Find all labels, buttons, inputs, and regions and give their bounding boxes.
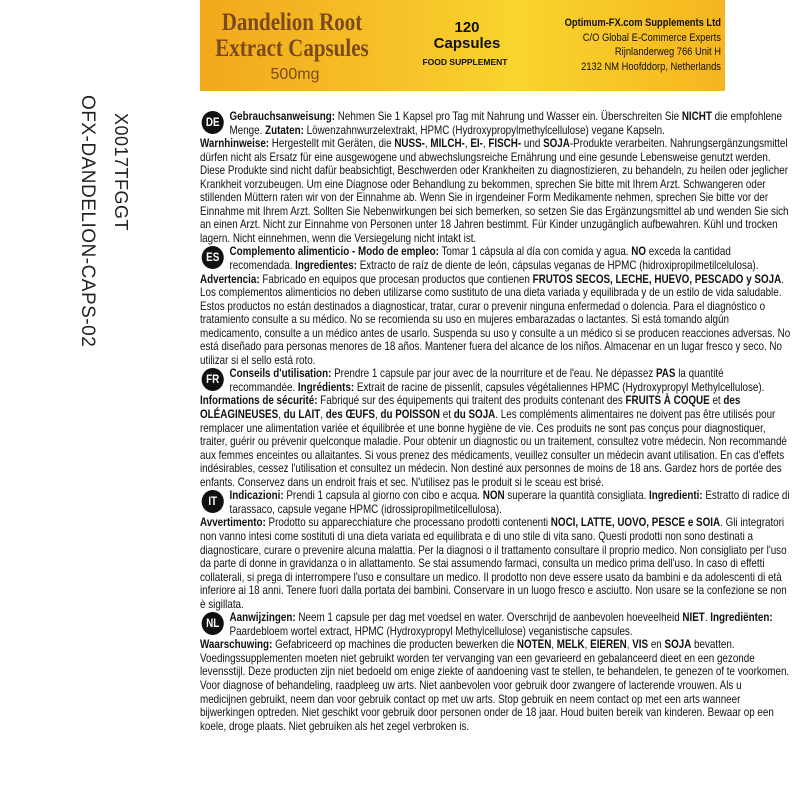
body-text: ,	[626, 637, 633, 652]
body-text: et	[440, 407, 454, 422]
address-line: C/O Global E-Commerce Experts	[582, 31, 721, 44]
bold-text: NICHT	[681, 109, 712, 123]
body-text: ,	[584, 637, 591, 652]
warning-paragraph	[200, 137, 790, 245]
body-text: ,	[374, 407, 381, 422]
directions-paragraph	[200, 367, 790, 394]
body-text: .	[704, 610, 711, 625]
language-section-it	[200, 489, 790, 611]
bold-text: Avvertimento:	[200, 515, 266, 530]
language-flag-icon: FR	[202, 368, 224, 391]
bold-text: Advertencia:	[200, 271, 260, 286]
company-info	[565, 16, 721, 74]
body-text: Prodotto su apparecchiature che processano prodotti contenenti	[265, 515, 551, 530]
bold-text: NOTEN	[516, 637, 552, 652]
body-text: ,	[551, 637, 557, 652]
product-title-line2: Extract Capsules	[215, 35, 369, 62]
bold-text: SOJA	[543, 136, 570, 151]
body-text: Estratto di radice di tarassaco, capsule vegane HPMC (idrossipropilmetilcellulosa).	[229, 488, 790, 516]
bold-text: MILCH-	[430, 136, 465, 151]
bold-text: Waarschuwing:	[200, 637, 273, 652]
bold-text: FRUITS À COQUE	[625, 393, 710, 408]
bold-text: Zutaten:	[265, 122, 304, 137]
language-section-es	[200, 245, 790, 367]
bold-text: Ingredientes:	[295, 258, 357, 273]
body-text: ,	[464, 136, 471, 151]
body-text: Hergestellt mit Geräten, die	[269, 136, 395, 151]
directions-paragraph	[200, 611, 790, 638]
food-supplement-label: FOOD SUPPLEMENT	[422, 57, 508, 67]
body-text: Tomar 1 cápsula al día con comida y agua.	[438, 244, 632, 259]
bold-text: NOCI, LATTE, UOVO, PESCE e SOIA	[550, 515, 721, 530]
bold-text: des OLÉAGINEUSES	[200, 393, 741, 422]
body-text: Nehmen Sie 1 Kapsel pro Tag mit Nahrung und Wasser ein. Überschreiten Sie	[335, 109, 682, 123]
capsule-count-unit: Capsules	[433, 35, 501, 52]
body-text: en	[648, 637, 665, 652]
body-text: . Gli integratori non vanno intesi come sostituti di una dieta variata ed equilibrata e di uno stile di vita sano. Questi prodotti non sono destinati a diagnosticare, curare o prevenire alcuna malattia. Per la diagnosi o il trattamento consultare il proprio medico. Non consigliato per l'uso da parte di donne in gravidanza o in allattamento. Se stai assumendo farmaci, consulta un medico prima dell'uso. In caso di effetti collaterali, si prega di interrompere l'uso e consultare un medico. Il prodotto non deve essere usato da bambini e da adolescenti di età inferiore ai 18 anni. Tenere fuori dalla portata dei bambini. Conservare in un luogo fresco e asciutto. Non usare se la confezione se non è sigillata.	[200, 515, 787, 611]
body-text: ,	[482, 136, 489, 151]
bold-text: du POISSON	[380, 407, 441, 422]
bold-text: Ingredienti:	[649, 488, 703, 503]
body-text: -Produkte verarbeiten. Nahrungsergänzungsmittel dürfen nicht als Ersatz für eine ausgewogene und abwechslungsreiche Ernährung und eine gesunde Lebensweise genutzt werden. Diese Produkte sind nicht dafür beabsichtigt, Beschwerden oder Krankheiten zu diagnostizieren, zu behandeln, zu heilen oder jeglicher Krankheit vorzubeugen. Um eine Diagnose oder Behandlung zu bekommen, sprechen Sie bitte mit Ihrem Arzt. Schwangeren oder stillenden Müttern raten wir von der Einnahme ab. Wenn Sie in irgendeiner Form Medikamente nehmen, sprechen Sie bitte vor der Einnahme mit Ihrem Arzt. Sollten Sie Nebenwirkungen bei sich bemerken, so setzen Sie das Ergänzungsmittel ab und wenden Sie sich an einen Arzt. Nicht zur Einnahme von Personen unter 18 Jahren bestimmt. Für Kinder unzugänglich aufbewahren. Kühl und trocken lagern. Nicht einnehmen, wenn die Versiegelung nicht intakt ist.	[200, 136, 789, 245]
language-flag-icon: IT	[202, 490, 224, 513]
bold-text: Ingrédients:	[297, 379, 355, 394]
bold-text: NO	[631, 244, 647, 259]
bold-text: Gebrauchsanweisung:	[229, 109, 336, 123]
bold-text: EIEREN	[590, 637, 627, 652]
body-text: la quantité recommandée.	[229, 366, 724, 394]
bold-text: VIS	[632, 637, 649, 652]
body-text: Neem 1 capsule per dag met voedsel en water. Overschrijd de aanbevolen hoeveelheid	[295, 610, 683, 625]
product-banner	[200, 0, 725, 91]
sku-label: OFX-DANDELION-CAPS-02	[77, 95, 98, 348]
bold-text: du LAIT	[283, 407, 321, 422]
fnsku-label: X0017TFGGT	[111, 113, 131, 232]
language-section-fr	[200, 367, 790, 489]
warning-paragraph	[200, 516, 790, 611]
bold-text: PAS	[655, 366, 676, 381]
body-text: ,	[320, 407, 326, 422]
warning-paragraph	[200, 638, 790, 733]
bold-text: Conseils d'utilisation:	[229, 366, 332, 381]
bold-text: des ŒUFS	[325, 407, 375, 422]
body-text: . Les compléments alimentaires ne doivent pas être utilisés pour remplacer une alimentation variée et équilibrée et une bonne hygiène de vie. Ces produits ne sont pas conçus pour diagnostiquer, traiter, guérir ou prévenir quelconque maladie. Pour obtenir un diagnostic ou un traitement, consultez votre médecin. Non recommandé aux femmes enceintes ou allaitantes. Si vous prenez des médicaments, veuillez consulter un médecin avant utilisation. En cas d'effets indésirables, cessez l'utilisation et consultez un médecin. Non destiné aux personnes de moins de 18 ans. Gardez hors de portée des enfants. Conservez dans un endroit frais et sec. N'utilisez pas le produit si le sceau est brisé.	[200, 407, 787, 489]
body-text: Paardebloem wortel extract, HPMC (Hydroxypropyl Methylcellulose) veganistische capsules.	[229, 623, 633, 638]
language-flag-icon: ES	[202, 246, 224, 269]
body-text: ,	[424, 136, 431, 151]
body-text: Fabriqué sur des équipements qui traitent des produits contenant des	[317, 393, 626, 408]
bold-text: NUSS-	[394, 136, 425, 151]
body-text: Extrait de racine de pissenlit, capsules végétaliennes HPMC (Hydroxypropyl Methylcellulose).	[354, 379, 765, 394]
bold-text: FISCH-	[488, 136, 522, 151]
bold-text: Indicazioni:	[229, 488, 284, 503]
body-text: et	[709, 393, 724, 408]
product-title-line1: Dandelion Root	[221, 9, 363, 36]
body-text: exceda la cantidad recomendada.	[229, 244, 731, 273]
product-title	[208, 10, 376, 62]
bold-text: Warnhinweise:	[200, 136, 270, 151]
bold-text: NIET	[682, 610, 705, 625]
body-text: Prendi 1 capsula al giorno con cibo e acqua.	[283, 488, 483, 503]
body-text: Extracto de raíz de diente de león, cápsulas veganas de HPMC (hidroxipropilmetilcelulosa).	[356, 258, 759, 273]
body-text: und	[521, 136, 544, 151]
capsule-count	[422, 20, 512, 52]
address-line: Rijnlanderweg 766 Unit H	[614, 46, 721, 58]
product-dose: 500mg	[270, 66, 320, 83]
language-section-de	[200, 110, 790, 245]
body-text: bevatten. Voedingssupplementen moeten niet gebruikt worden ter vervanging van een gevarieerd en gebalanceerd dieet en een gezonde levensstijl. Deze producten zijn niet bedoeld om enige ziekte of aandoening vast te stellen, te behandelen, te genezen of te voorkomen. Voor diagnose of behandeling, raadpleeg uw arts. Niet aanbevolen voor gebruik door zwangere of lacterende vrouwen. Als u medicijnen gebruikt, neem dan voor gebruik contact op met uw arts. Stop gebruik en neem contact op met een arts wanneer bijwerkingen optreden. Niet geschikt voor gebruik door personen onder de 18 jaar. Houd buiten bereik van kinderen. Bewaar op een koele, droge plaats. Niet gebruiken als het zegel verbroken is.	[200, 637, 790, 733]
directions-paragraph	[200, 489, 790, 516]
bold-text: Informations de sécurité:	[200, 393, 318, 408]
body-text: Fabricado en equipos que procesan productos que contienen	[259, 271, 533, 286]
language-section-nl	[200, 611, 790, 733]
warning-paragraph	[200, 273, 790, 368]
body-text: Löwenzahnwurzelextrakt, HPMC (Hydroxypropylmethylcellulose) vegane Kapseln.	[303, 122, 665, 137]
bold-text: SOJA	[664, 637, 692, 652]
bold-text: Ingrediënten:	[710, 610, 773, 625]
directions-paragraph	[200, 110, 790, 137]
label-text-sections	[200, 110, 790, 733]
body-text: die empfohlene Menge.	[229, 109, 782, 137]
bold-text: NON	[482, 488, 505, 503]
body-text: ,	[278, 407, 284, 422]
capsule-count-number: 120	[454, 19, 480, 36]
language-flag-icon: NL	[202, 612, 224, 635]
bold-text: MELK	[556, 637, 585, 652]
bold-text: du SOJA	[453, 407, 496, 422]
body-text: superare la quantità consigliata.	[504, 488, 650, 503]
warning-paragraph	[200, 394, 790, 489]
bold-text: EI-	[470, 136, 483, 151]
bold-text: Aanwijzingen:	[229, 610, 296, 625]
directions-paragraph	[200, 245, 790, 272]
company-name: Optimum-FX.com Supplements Ltd	[564, 17, 721, 29]
bold-text: FRUTOS SECOS, LECHE, HUEVO, PESCADO y SOJA	[532, 271, 782, 286]
language-flag-icon: DE	[202, 111, 224, 134]
address-line: 2132 NM Hoofddorp, Netherlands	[581, 60, 721, 73]
body-text: Prendre 1 capsule par jour avec de la nourriture et de l'eau. Ne dépassez	[331, 366, 656, 381]
body-text: . Los complementos alimenticios no deben utilizarse como sustituto de una dieta variada y equilibrada y de un estilo de vida saludable. Estos productos no están destinados a diagnosticar, tratar, curar o prevenir ninguna enfermedad o dolencia. Para el diagnóstico o tratamiento consulte a su médico. No se recomienda su uso en mujeres embarazadas o lactantes. Si está tomando algún medicamento, consulte a un médico antes de usarlo. Suspenda su uso y consulte a un médico si se producen reacciones adversas. No está diseñado para personas menores de 18 años. Mantener fuera del alcance de los niños. Almacenar en un lugar fresco y seco. No utilizar si el sello está roto.	[200, 271, 791, 367]
body-text: Gefabriceerd op machines die producten bewerken die	[272, 637, 517, 652]
bold-text: Complemento alimenticio - Modo de empleo:	[229, 244, 439, 259]
